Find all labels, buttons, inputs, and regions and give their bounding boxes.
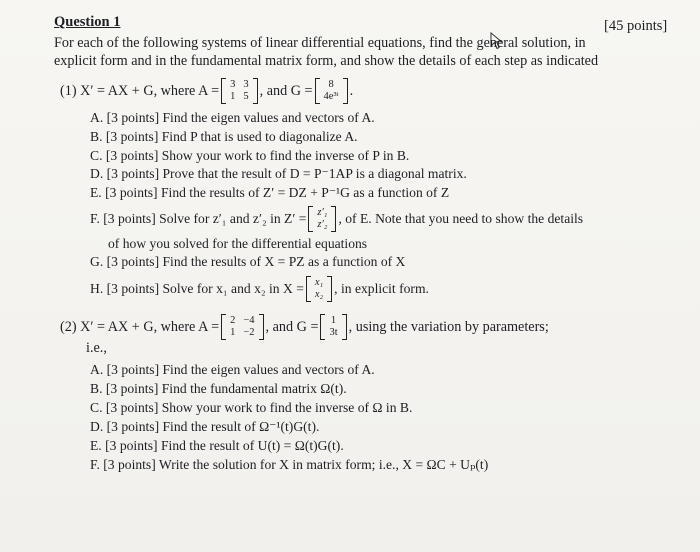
matrix-cell: x₁ [314,277,324,288]
part2-item-c: C. [3 points] Show your work to find the inverse of Ω in B. [90,400,413,415]
part1-item-h-tail: , in explicit form. [334,281,429,296]
part2-statement [60,314,549,340]
part1-item-d: D. [3 points] Prove that the result of D = P⁻1AP is a diagonal matrix. [90,166,467,181]
part1-matrix-zprime [308,206,336,232]
part2-item-d: D. [3 points] Find the result of Ω⁻¹(t)G(t). [90,419,320,434]
matrix-cell: 1 [230,91,236,102]
part1-item-h-lead: H. [3 points] Solve for x₁ and x₂ in X = [90,281,304,296]
intro-line-2: explicit form and in the fundamental matrix form, and show the details of each step as indicated [54,53,599,69]
matrix-cell: 3 [243,79,249,90]
matrix-cell: 4e³ᵗ [323,91,339,102]
part2-item-a: A. [3 points] Find the eigen values and vectors of A. [90,362,375,377]
matrix-cell: 8 [328,79,334,90]
question-title: Question 1 [54,14,121,30]
part1-item-f-line2: of how you solved for the differential equations [108,236,368,251]
part1-lead: (1) X′ = AX + G, where A = [60,82,220,99]
part1-item-f [90,206,583,232]
part1-item-g: G. [3 points] Find the results of X = PZ as a function of X [90,254,406,269]
part1-item-e: E. [3 points] Find the results of Z′ = DZ + P⁻¹G as a function of Z [90,185,450,200]
part1-and-g: , and G = [259,82,313,99]
part1-item-f-tail: , of E. Note that you need to show the details [338,211,584,226]
part2-item-f: F. [3 points] Write the solution for X in matrix form; i.e., X = ΩC + Uₚ(t) [90,457,489,472]
matrix-cell: z′₂ [317,219,328,230]
matrix-cell: 3 [230,79,236,90]
matrix-cell: 3t [329,327,338,338]
part1-matrix-a [221,78,258,104]
intro-line-1: For each of the following systems of linear differential equations, find the general solution, in [54,35,586,51]
matrix-cell: x₂ [314,289,324,300]
part1-matrix-x [306,276,332,302]
part2-tail: , using the variation by parameters; [348,318,549,335]
part2-matrix-a [221,314,263,340]
matrix-cell: −4 [243,315,255,326]
part1-tail: . [349,82,354,99]
part1-item-b: B. [3 points] Find P that is used to diagonalize A. [90,129,358,144]
part1-item-h [90,276,429,302]
matrix-cell: −2 [243,327,255,338]
part2-and-g: , and G = [265,318,319,335]
part2-item-e: E. [3 points] Find the result of U(t) = Ω(t)G(t). [90,438,344,453]
part1-matrix-g [315,78,348,104]
part1-item-f-lead: F. [3 points] Solve for z′₁ and z′₂ in Z′ = [90,211,307,226]
part1-statement [60,78,353,104]
part2-matrix-g [320,314,346,340]
matrix-cell: 1 [330,315,337,326]
matrix-cell: 5 [243,91,249,102]
part1-item-a: A. [3 points] Find the eigen values and vectors of A. [90,110,375,125]
part2-ie: i.e., [86,340,107,356]
matrix-cell: z′₁ [317,207,328,218]
part1-item-c: C. [3 points] Show your work to find the inverse of P in B. [90,148,410,163]
question-points: [45 points] [604,18,668,34]
part2-lead: (2) X′ = AX + G, where A = [60,318,220,335]
matrix-cell: 2 [230,315,236,326]
part2-item-b: B. [3 points] Find the fundamental matrix Ω(t). [90,381,347,396]
matrix-cell: 1 [230,327,236,338]
